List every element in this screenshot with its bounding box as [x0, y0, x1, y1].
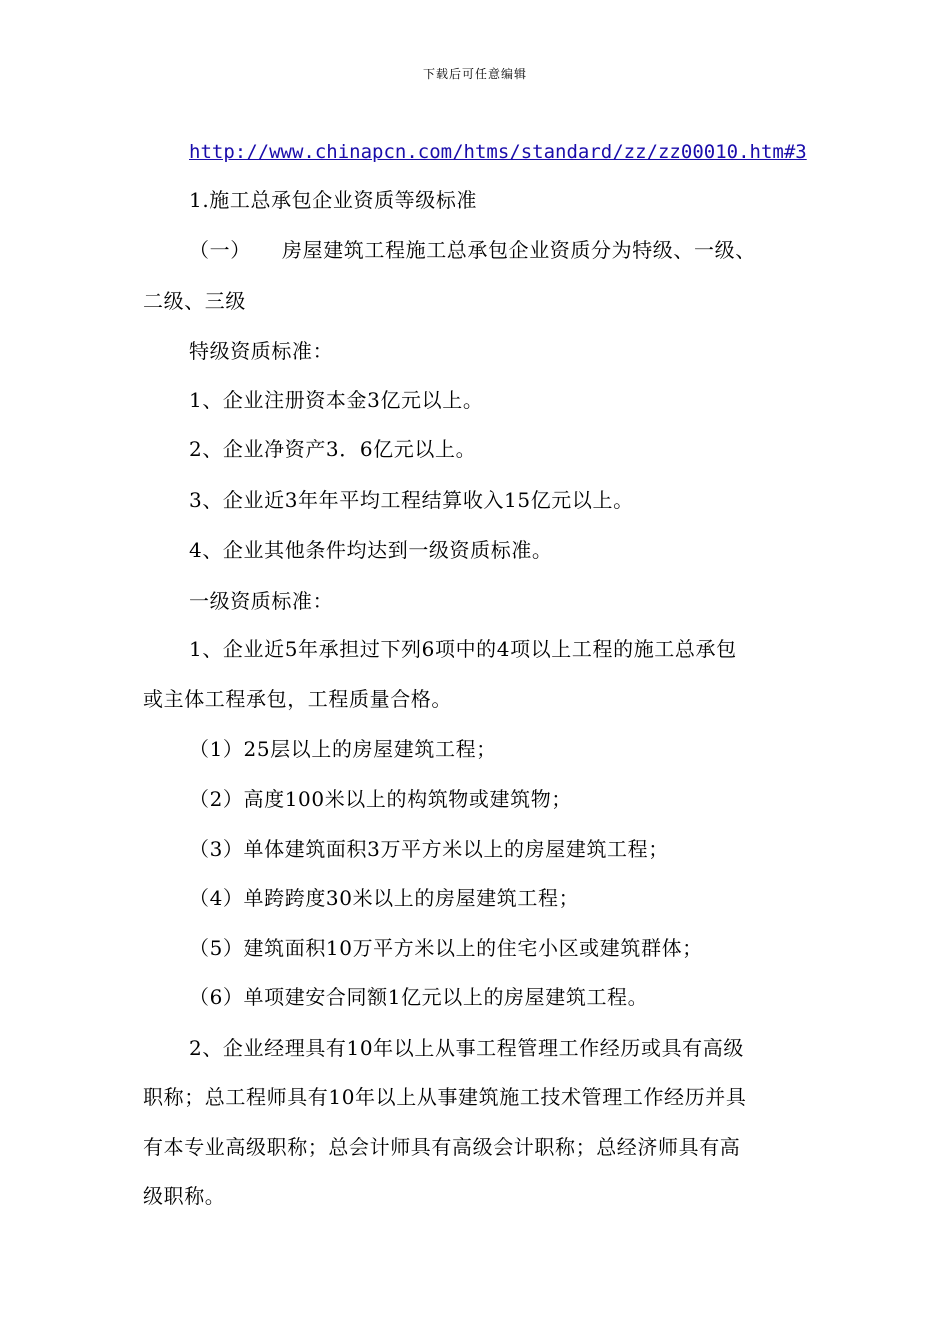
sub-list-item: （6）单项建安合同额1亿元以上的房屋建筑工程。: [189, 985, 649, 1009]
sub-list-item: （1）25层以上的房屋建筑工程；: [189, 737, 497, 761]
paragraph-line: 职称；总工程师具有10年以上从事建筑施工技术管理工作经历并具: [143, 1085, 747, 1109]
page-header: 下载后可任意编辑: [422, 67, 527, 81]
paragraph-line: 级职称。: [143, 1184, 226, 1208]
sub-list-item: （2）高度100米以上的构筑物或建筑物；: [189, 787, 572, 811]
paragraph-line: 二级、三级: [143, 289, 246, 313]
sub-list-item: （3）单体建筑面积3万平方米以上的房屋建筑工程；: [189, 837, 669, 861]
sub-list-item: （5）建筑面积10万平方米以上的住宅小区或建筑群体；: [189, 936, 703, 960]
list-item: 3、企业近3年年平均工程结算收入15亿元以上。: [189, 488, 634, 512]
list-item: 4、企业其他条件均达到一级资质标准。: [189, 538, 553, 562]
subheading-first-grade: 一级资质标准：: [189, 589, 334, 613]
list-item: 1、企业近5年承担过下列6项中的4项以上工程的施工总承包: [189, 637, 737, 661]
sub-list-item: （4）单跨跨度30米以上的房屋建筑工程；: [189, 886, 580, 910]
paragraph-line: 有本专业高级职称；总会计师具有高级会计职称；总经济师具有高: [143, 1135, 741, 1159]
list-item: 1、企业注册资本金3亿元以上。: [189, 388, 484, 412]
list-item: 2、企业经理具有10年以上从事工程管理工作经历或具有高级: [189, 1036, 744, 1060]
paragraph-line: （一） 房屋建筑工程施工总承包企业资质分为特级、一级、: [189, 238, 756, 262]
subheading-special-grade: 特级资质标准：: [189, 339, 334, 363]
source-link[interactable]: http://www.chinapcn.com/htms/standard/zz/zz00010.htm#3: [189, 141, 807, 163]
paragraph-line: 或主体工程承包，工程质量合格。: [143, 687, 452, 711]
list-item: 2、企业净资产3．6亿元以上。: [189, 437, 477, 461]
section-title: 1.施工总承包企业资质等级标准: [189, 188, 478, 212]
